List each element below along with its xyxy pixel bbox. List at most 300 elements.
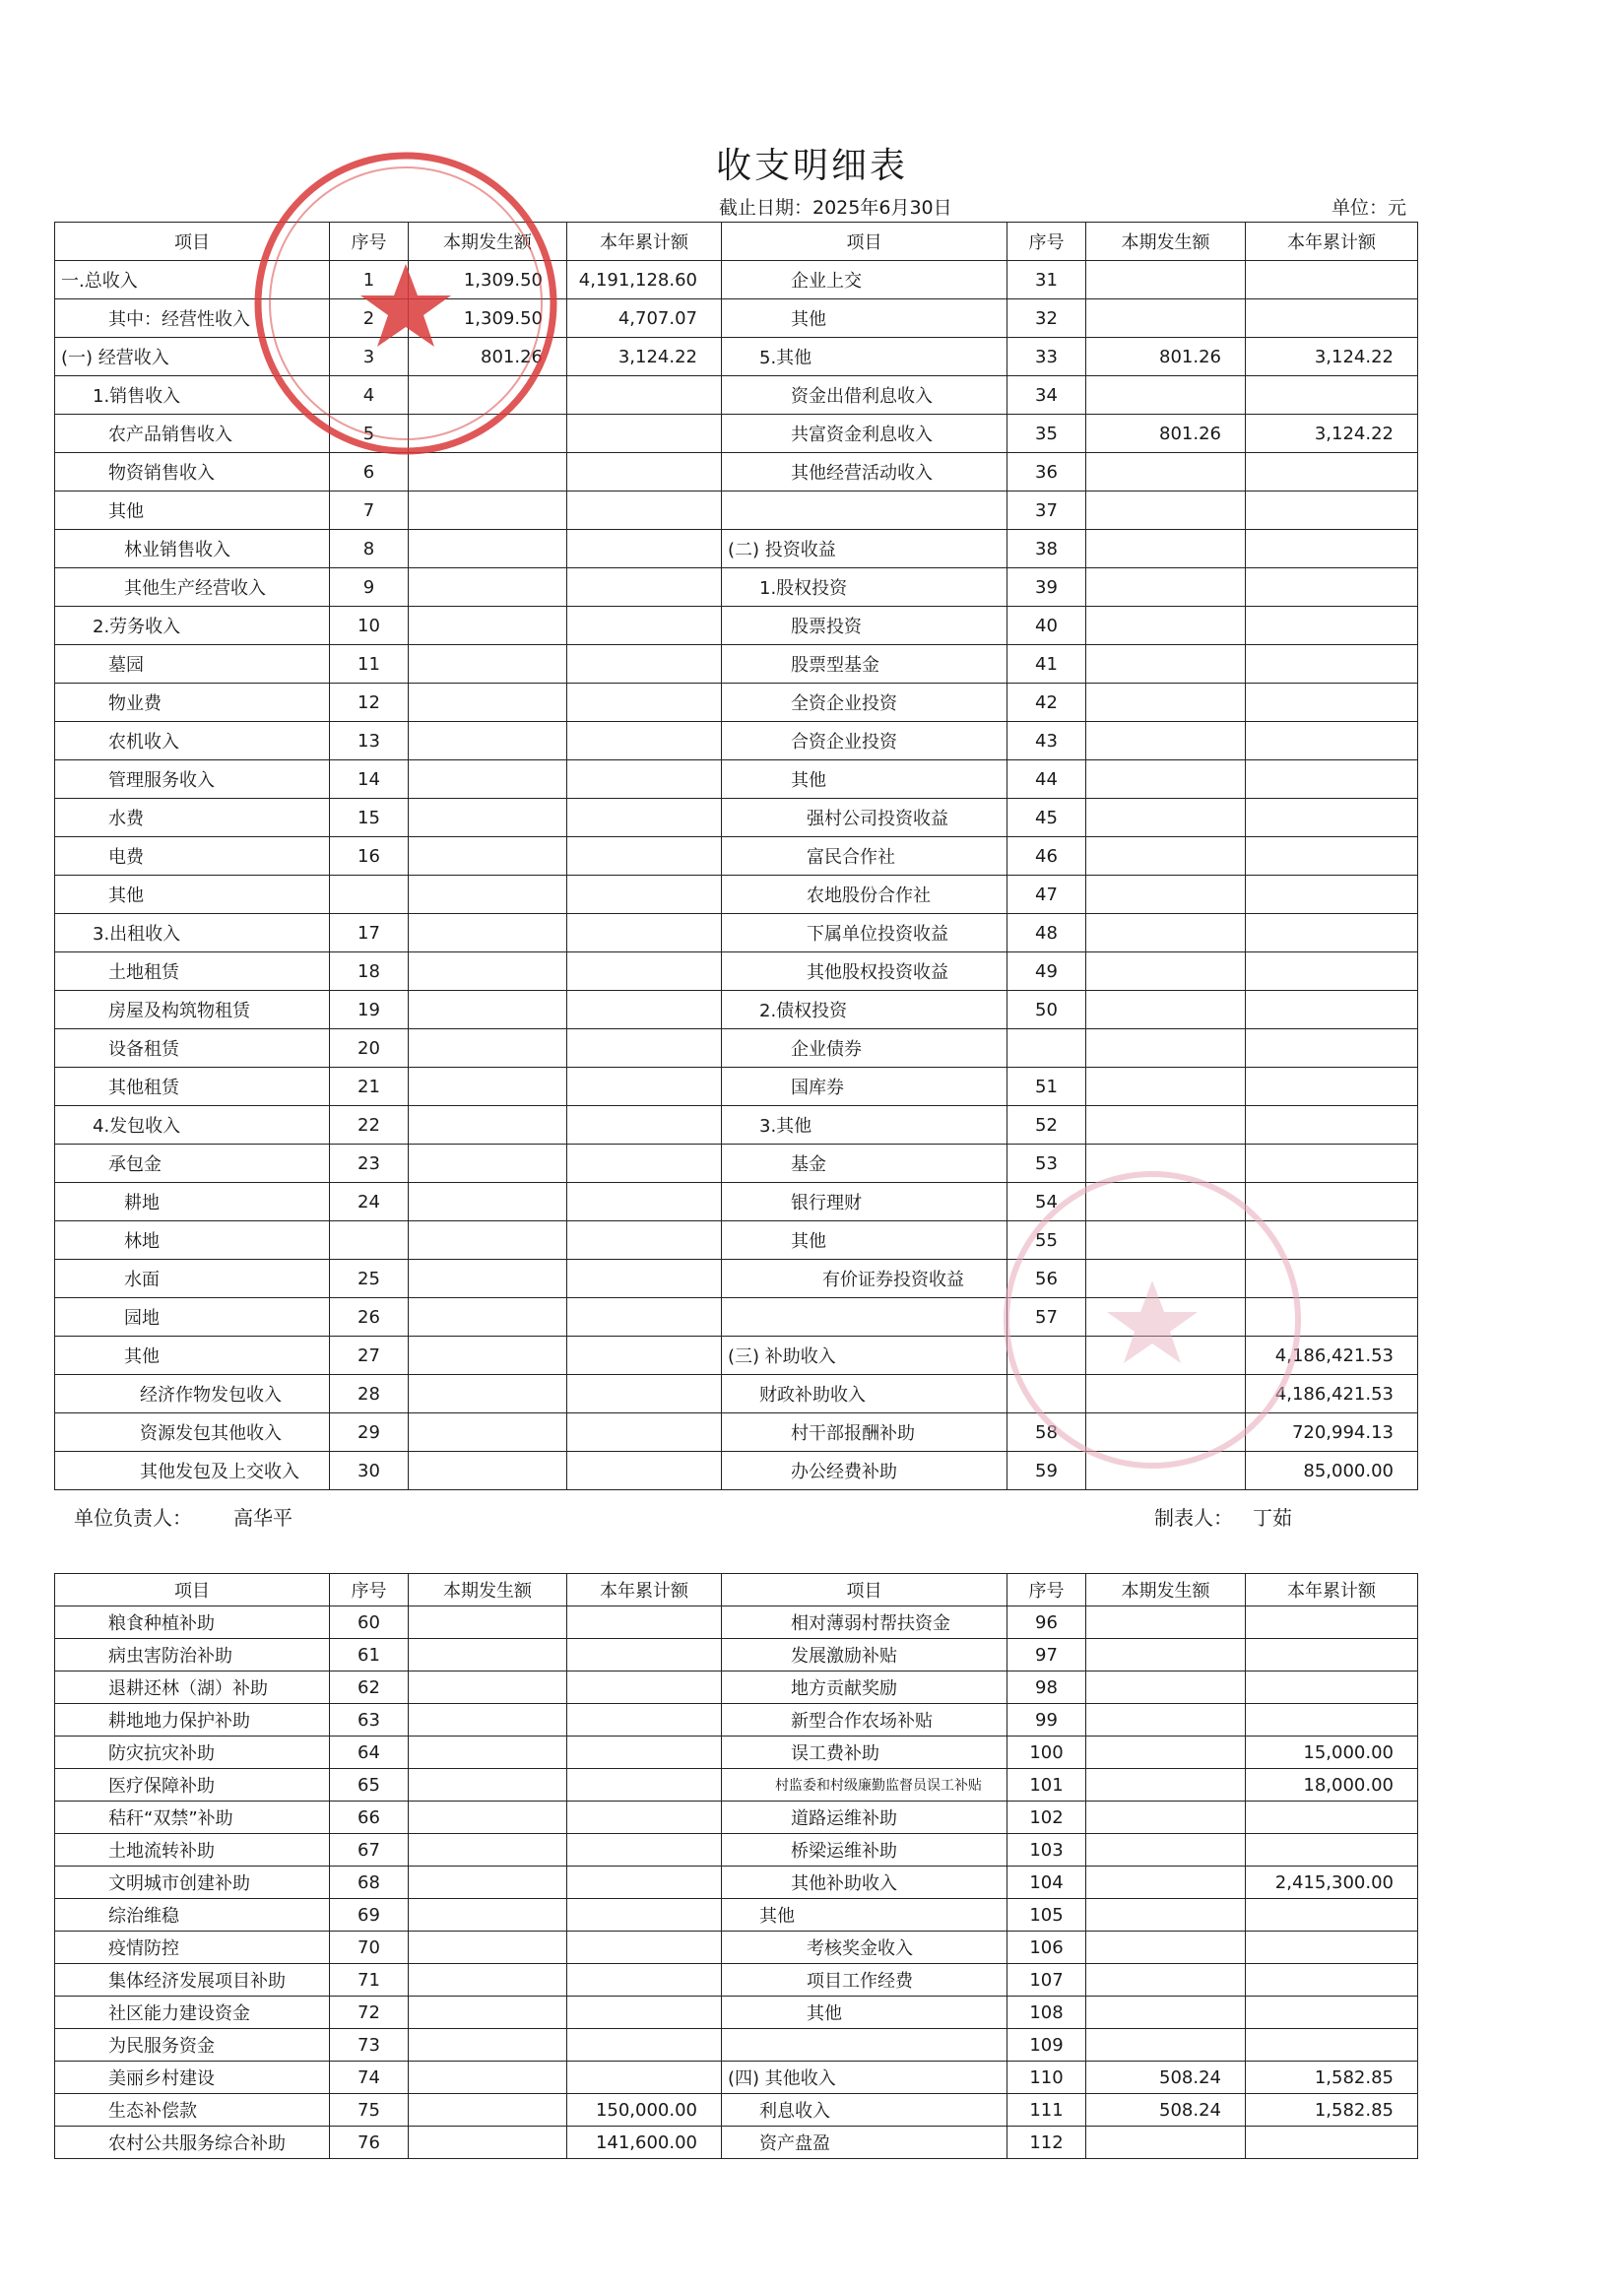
current-amount-cell (1086, 760, 1246, 799)
item-cell: (四) 其他收入 (722, 2062, 1007, 2094)
column-header: 本期发生额 (1086, 223, 1246, 261)
ytd-amount-cell (1246, 1704, 1418, 1737)
current-amount-cell (1086, 492, 1246, 530)
ytd-amount-cell: 2,415,300.00 (1246, 1867, 1418, 1899)
item-cell: 一.总收入 (55, 261, 330, 299)
current-amount-cell (1086, 1834, 1246, 1867)
item-cell: 综治维稳 (55, 1899, 330, 1932)
seq-cell: 47 (1007, 876, 1086, 914)
item-cell: 共富资金利息收入 (722, 415, 1007, 453)
seq-cell: 110 (1007, 2062, 1086, 2094)
table-row (55, 1029, 1418, 1068)
ytd-amount-cell (567, 1375, 722, 1413)
ytd-amount-cell: 3,124.22 (567, 338, 722, 376)
item-cell: 其他 (722, 299, 1007, 338)
seq-cell: 1 (330, 261, 409, 299)
item-cell: 林地 (55, 1221, 330, 1260)
item-cell: 退耕还林（湖）补助 (55, 1671, 330, 1704)
table-row (55, 376, 1418, 415)
seq-cell: 48 (1007, 914, 1086, 952)
item-cell: 园地 (55, 1298, 330, 1337)
ytd-amount-cell (567, 1298, 722, 1337)
item-cell: 其他生产经营收入 (55, 568, 330, 607)
ytd-amount-cell (1246, 1606, 1418, 1639)
current-amount-cell (409, 1769, 567, 1802)
seq-cell: 42 (1007, 684, 1086, 722)
item-cell: 承包金 (55, 1145, 330, 1183)
ytd-amount-cell: 720,994.13 (1246, 1413, 1418, 1452)
current-amount-cell (409, 914, 567, 952)
current-amount-cell (409, 1068, 567, 1106)
item-cell: 农村公共服务综合补助 (55, 2127, 330, 2159)
item-cell: 管理服务收入 (55, 760, 330, 799)
column-header: 本期发生额 (409, 223, 567, 261)
ledger-table-lower (54, 1573, 1418, 2159)
item-cell: 2.劳务收入 (55, 607, 330, 645)
seq-cell: 5 (330, 415, 409, 453)
unit-head-name: 高华平 (233, 1506, 292, 1530)
current-amount-cell (409, 1834, 567, 1867)
ytd-amount-cell (1246, 914, 1418, 952)
seq-cell: 9 (330, 568, 409, 607)
ytd-amount-cell (1246, 991, 1418, 1029)
ytd-amount-cell: 1,582.85 (1246, 2062, 1418, 2094)
seq-cell: 34 (1007, 376, 1086, 415)
ytd-amount-cell (1246, 1029, 1418, 1068)
table-row (55, 722, 1418, 760)
ytd-amount-cell (1246, 568, 1418, 607)
ytd-amount-cell: 1,582.85 (1246, 2094, 1418, 2127)
item-cell: 其中：经营性收入 (55, 299, 330, 338)
ytd-amount-cell (1246, 453, 1418, 492)
seq-cell: 60 (330, 1606, 409, 1639)
seq-cell: 19 (330, 991, 409, 1029)
ytd-amount-cell: 3,124.22 (1246, 415, 1418, 453)
column-header: 项目 (722, 223, 1007, 261)
ytd-amount-cell (567, 1183, 722, 1221)
current-amount-cell (409, 1964, 567, 1997)
ytd-amount-cell (1246, 2127, 1418, 2159)
current-amount-cell (1086, 2029, 1246, 2062)
ytd-amount-cell (567, 645, 722, 684)
current-amount-cell (409, 1704, 567, 1737)
current-amount-cell (1086, 1029, 1246, 1068)
item-cell: 农产品销售收入 (55, 415, 330, 453)
seq-cell: 30 (330, 1452, 409, 1490)
current-amount-cell (409, 1639, 567, 1671)
unit-label: 单位：元 (1332, 197, 1407, 219)
item-cell: 项目工作经费 (722, 1964, 1007, 1997)
current-amount-cell (409, 991, 567, 1029)
item-cell: 房屋及构筑物租赁 (55, 991, 330, 1029)
current-amount-cell (409, 684, 567, 722)
seq-cell: 33 (1007, 338, 1086, 376)
seq-cell: 72 (330, 1997, 409, 2029)
ytd-amount-cell (1246, 1932, 1418, 1964)
seq-cell: 67 (330, 1834, 409, 1867)
current-amount-cell (1086, 1737, 1246, 1769)
column-header: 本期发生额 (409, 1574, 567, 1606)
ytd-amount-cell (567, 607, 722, 645)
ytd-amount-cell (1246, 2029, 1418, 2062)
item-cell: 其他租赁 (55, 1068, 330, 1106)
ytd-amount-cell (1246, 299, 1418, 338)
item-cell: 防灾抗灾补助 (55, 1737, 330, 1769)
table-row (55, 492, 1418, 530)
current-amount-cell (1086, 1639, 1246, 1671)
seq-cell: 104 (1007, 1867, 1086, 1899)
seq-cell: 8 (330, 530, 409, 568)
seq-cell: 11 (330, 645, 409, 684)
item-cell: 1.销售收入 (55, 376, 330, 415)
table-row (55, 415, 1418, 453)
item-cell: 其他 (722, 1221, 1007, 1260)
table-row (55, 1704, 1418, 1737)
seq-cell: 71 (330, 1964, 409, 1997)
seq-cell: 4 (330, 376, 409, 415)
ytd-amount-cell (567, 760, 722, 799)
seq-cell: 3 (330, 338, 409, 376)
seq-cell: 61 (330, 1639, 409, 1671)
seq-cell: 22 (330, 1106, 409, 1145)
item-cell: 经济作物发包收入 (55, 1375, 330, 1413)
seq-cell: 2 (330, 299, 409, 338)
ytd-amount-cell (567, 1802, 722, 1834)
seq-cell: 103 (1007, 1834, 1086, 1867)
seq-cell: 27 (330, 1337, 409, 1375)
item-cell: 资产盘盈 (722, 2127, 1007, 2159)
item-cell: 医疗保障补助 (55, 1769, 330, 1802)
current-amount-cell (1086, 722, 1246, 760)
item-cell: 设备租赁 (55, 1029, 330, 1068)
seq-cell: 102 (1007, 1802, 1086, 1834)
seq-cell: 69 (330, 1899, 409, 1932)
ytd-amount-cell (1246, 952, 1418, 991)
seq-cell: 64 (330, 1737, 409, 1769)
current-amount-cell (409, 1671, 567, 1704)
current-amount-cell (1086, 1671, 1246, 1704)
table-row (55, 2094, 1418, 2127)
table-row (55, 1639, 1418, 1671)
item-cell: 3.其他 (722, 1106, 1007, 1145)
seq-cell: 15 (330, 799, 409, 837)
ytd-amount-cell (1246, 376, 1418, 415)
ytd-amount-cell (567, 1932, 722, 1964)
table-row (55, 1899, 1418, 1932)
ytd-amount-cell (567, 914, 722, 952)
seq-cell: 62 (330, 1671, 409, 1704)
item-cell: 有价证券投资收益 (722, 1260, 1007, 1298)
seq-cell: 59 (1007, 1452, 1086, 1490)
seq-cell: 58 (1007, 1413, 1086, 1452)
item-cell: 美丽乡村建设 (55, 2062, 330, 2094)
seq-cell: 32 (1007, 299, 1086, 338)
item-cell: 股票型基金 (722, 645, 1007, 684)
item-cell: 土地流转补助 (55, 1834, 330, 1867)
seq-cell: 35 (1007, 415, 1086, 453)
current-amount-cell (409, 2062, 567, 2094)
seq-cell: 29 (330, 1413, 409, 1452)
table-row (55, 1737, 1418, 1769)
seq-cell: 96 (1007, 1606, 1086, 1639)
ytd-amount-cell (1246, 760, 1418, 799)
item-cell: 基金 (722, 1145, 1007, 1183)
seq-cell: 37 (1007, 492, 1086, 530)
ytd-amount-cell (567, 1452, 722, 1490)
current-amount-cell (409, 1452, 567, 1490)
current-amount-cell (1086, 261, 1246, 299)
item-cell: 5.其他 (722, 338, 1007, 376)
seq-cell: 65 (330, 1769, 409, 1802)
seq-cell: 112 (1007, 2127, 1086, 2159)
item-cell: 土地租赁 (55, 952, 330, 991)
seq-cell: 106 (1007, 1932, 1086, 1964)
item-cell: 利息收入 (722, 2094, 1007, 2127)
item-cell: 富民合作社 (722, 837, 1007, 876)
seq-cell: 20 (330, 1029, 409, 1068)
ytd-amount-cell (567, 1639, 722, 1671)
seq-cell: 10 (330, 607, 409, 645)
seq-cell: 68 (330, 1867, 409, 1899)
item-cell: 其他 (55, 492, 330, 530)
seq-cell: 108 (1007, 1997, 1086, 2029)
seq-cell: 100 (1007, 1737, 1086, 1769)
item-cell: 银行理财 (722, 1183, 1007, 1221)
column-header: 序号 (1007, 223, 1086, 261)
seq-cell: 50 (1007, 991, 1086, 1029)
current-amount-cell (1086, 1899, 1246, 1932)
ytd-amount-cell (1246, 1068, 1418, 1106)
table-row (55, 1606, 1418, 1639)
column-header: 项目 (722, 1574, 1007, 1606)
seq-cell: 45 (1007, 799, 1086, 837)
item-cell: 误工费补助 (722, 1737, 1007, 1769)
seq-cell (330, 876, 409, 914)
current-amount-cell (1086, 2127, 1246, 2159)
table-row (55, 876, 1418, 914)
column-header: 项目 (55, 1574, 330, 1606)
current-amount-cell (409, 837, 567, 876)
item-cell: 1.股权投资 (722, 568, 1007, 607)
table-row (55, 1802, 1418, 1834)
item-cell: 社区能力建设资金 (55, 1997, 330, 2029)
current-amount-cell (1086, 799, 1246, 837)
seq-cell: 97 (1007, 1639, 1086, 1671)
seq-cell: 75 (330, 2094, 409, 2127)
item-cell: 国库券 (722, 1068, 1007, 1106)
item-cell: 发展激励补贴 (722, 1639, 1007, 1671)
seq-cell (330, 1221, 409, 1260)
ytd-amount-cell (567, 1899, 722, 1932)
ytd-amount-cell (567, 1106, 722, 1145)
ytd-amount-cell (567, 1834, 722, 1867)
ytd-amount-cell (1246, 799, 1418, 837)
ytd-amount-cell (1246, 1834, 1418, 1867)
table-row (55, 2127, 1418, 2159)
ytd-amount-cell (567, 1671, 722, 1704)
ytd-amount-cell (1246, 261, 1418, 299)
current-amount-cell (1086, 453, 1246, 492)
page-title: 收支明细表 (715, 146, 908, 186)
item-cell: 合资企业投资 (722, 722, 1007, 760)
seq-cell: 53 (1007, 1145, 1086, 1183)
current-amount-cell (409, 1997, 567, 2029)
item-cell: 水费 (55, 799, 330, 837)
seq-cell: 49 (1007, 952, 1086, 991)
item-cell (722, 1298, 1007, 1337)
ytd-amount-cell (567, 1997, 722, 2029)
seq-cell: 52 (1007, 1106, 1086, 1145)
ytd-amount-cell (567, 799, 722, 837)
item-cell: 其他 (722, 1997, 1007, 2029)
current-amount-cell: 801.26 (1086, 338, 1246, 376)
current-amount-cell (1086, 876, 1246, 914)
table-row (55, 991, 1418, 1029)
column-header: 序号 (330, 1574, 409, 1606)
item-cell: 4.发包收入 (55, 1106, 330, 1145)
current-amount-cell (1086, 645, 1246, 684)
header-row (55, 1574, 1418, 1606)
current-amount-cell (1086, 952, 1246, 991)
seq-cell: 17 (330, 914, 409, 952)
ytd-amount-cell: 4,707.07 (567, 299, 722, 338)
item-cell: 强村公司投资收益 (722, 799, 1007, 837)
current-amount-cell (409, 1606, 567, 1639)
seq-cell: 21 (330, 1068, 409, 1106)
seq-cell: 54 (1007, 1183, 1086, 1221)
current-amount-cell (409, 1260, 567, 1298)
item-cell: 其他 (722, 1899, 1007, 1932)
column-header: 本年累计额 (567, 223, 722, 261)
current-amount-cell (409, 1183, 567, 1221)
item-cell: 其他 (55, 876, 330, 914)
ytd-amount-cell (567, 722, 722, 760)
seq-cell: 26 (330, 1298, 409, 1337)
current-amount-cell (409, 1029, 567, 1068)
item-cell (722, 492, 1007, 530)
seq-cell: 63 (330, 1704, 409, 1737)
seq-cell: 101 (1007, 1769, 1086, 1802)
ytd-amount-cell: 141,600.00 (567, 2127, 722, 2159)
seq-cell: 38 (1007, 530, 1086, 568)
current-amount-cell (1086, 837, 1246, 876)
item-cell: 村干部报酬补助 (722, 1413, 1007, 1452)
current-amount-cell: 508.24 (1086, 2094, 1246, 2127)
current-amount-cell (1086, 1932, 1246, 1964)
current-amount-cell: 1,309.50 (409, 261, 567, 299)
ytd-amount-cell (567, 1221, 722, 1260)
table-row (55, 1932, 1418, 1964)
item-cell: 农地股份合作社 (722, 876, 1007, 914)
item-cell: (二) 投资收益 (722, 530, 1007, 568)
item-cell: 考核奖金收入 (722, 1932, 1007, 1964)
item-cell: 其他 (722, 760, 1007, 799)
ytd-amount-cell: 85,000.00 (1246, 1452, 1418, 1490)
current-amount-cell (409, 952, 567, 991)
ytd-amount-cell (1246, 722, 1418, 760)
item-cell: 地方贡献奖励 (722, 1671, 1007, 1704)
ytd-amount-cell (1246, 1639, 1418, 1671)
seq-cell: 70 (330, 1932, 409, 1964)
table-row (55, 2062, 1418, 2094)
ytd-amount-cell: 3,124.22 (1246, 338, 1418, 376)
item-cell: 生态补偿款 (55, 2094, 330, 2127)
item-cell: 道路运维补助 (722, 1802, 1007, 1834)
item-cell: 桥梁运维补助 (722, 1834, 1007, 1867)
item-cell: 企业上交 (722, 261, 1007, 299)
ytd-amount-cell (567, 2062, 722, 2094)
current-amount-cell (1086, 607, 1246, 645)
ytd-amount-cell (1246, 1964, 1418, 1997)
item-cell: 其他股权投资收益 (722, 952, 1007, 991)
current-amount-cell (1086, 914, 1246, 952)
item-cell: 资金出借利息收入 (722, 376, 1007, 415)
item-cell: 相对薄弱村帮扶资金 (722, 1606, 1007, 1639)
ytd-amount-cell (567, 991, 722, 1029)
maker-label: 制表人： (1154, 1506, 1233, 1530)
table-row (55, 837, 1418, 876)
seq-cell: 12 (330, 684, 409, 722)
seq-cell (1007, 1029, 1086, 1068)
ytd-amount-cell (567, 1769, 722, 1802)
ytd-amount-cell (567, 1068, 722, 1106)
maker-name: 丁茹 (1253, 1506, 1292, 1530)
item-cell: 物资销售收入 (55, 453, 330, 492)
current-amount-cell (1086, 1802, 1246, 1834)
current-amount-cell (409, 1802, 567, 1834)
seq-cell: 14 (330, 760, 409, 799)
item-cell: 林业销售收入 (55, 530, 330, 568)
item-cell: 集体经济发展项目补助 (55, 1964, 330, 1997)
seq-cell: 73 (330, 2029, 409, 2062)
seq-cell: 43 (1007, 722, 1086, 760)
ytd-amount-cell (1246, 876, 1418, 914)
item-cell: 为民服务资金 (55, 2029, 330, 2062)
ytd-amount-cell (1246, 837, 1418, 876)
ytd-amount-cell (567, 492, 722, 530)
current-amount-cell: 801.26 (409, 338, 567, 376)
ytd-amount-cell: 4,191,128.60 (567, 261, 722, 299)
seq-cell: 39 (1007, 568, 1086, 607)
item-cell: 其他 (55, 1337, 330, 1375)
current-amount-cell (409, 876, 567, 914)
current-amount-cell (409, 1145, 567, 1183)
ytd-amount-cell: 4,186,421.53 (1246, 1337, 1418, 1375)
ytd-amount-cell (567, 453, 722, 492)
ytd-amount-cell (567, 1867, 722, 1899)
ytd-amount-cell (567, 952, 722, 991)
current-amount-cell (409, 2029, 567, 2062)
seq-cell: 13 (330, 722, 409, 760)
seq-cell: 24 (330, 1183, 409, 1221)
ytd-amount-cell (1246, 684, 1418, 722)
current-amount-cell (409, 760, 567, 799)
ytd-amount-cell (567, 1260, 722, 1298)
seq-cell: 40 (1007, 607, 1086, 645)
ytd-amount-cell (1246, 1145, 1418, 1183)
seq-cell: 28 (330, 1375, 409, 1413)
current-amount-cell (1086, 1867, 1246, 1899)
item-cell: 墓园 (55, 645, 330, 684)
current-amount-cell (1086, 684, 1246, 722)
ytd-amount-cell (1246, 1106, 1418, 1145)
item-cell: 村监委和村级廉勤监督员误工补贴 (722, 1769, 1007, 1802)
unit-head-label: 单位负责人： (74, 1506, 192, 1530)
ytd-amount-cell (567, 1606, 722, 1639)
column-header: 序号 (330, 223, 409, 261)
ytd-amount-cell (567, 1337, 722, 1375)
current-amount-cell (1086, 299, 1246, 338)
